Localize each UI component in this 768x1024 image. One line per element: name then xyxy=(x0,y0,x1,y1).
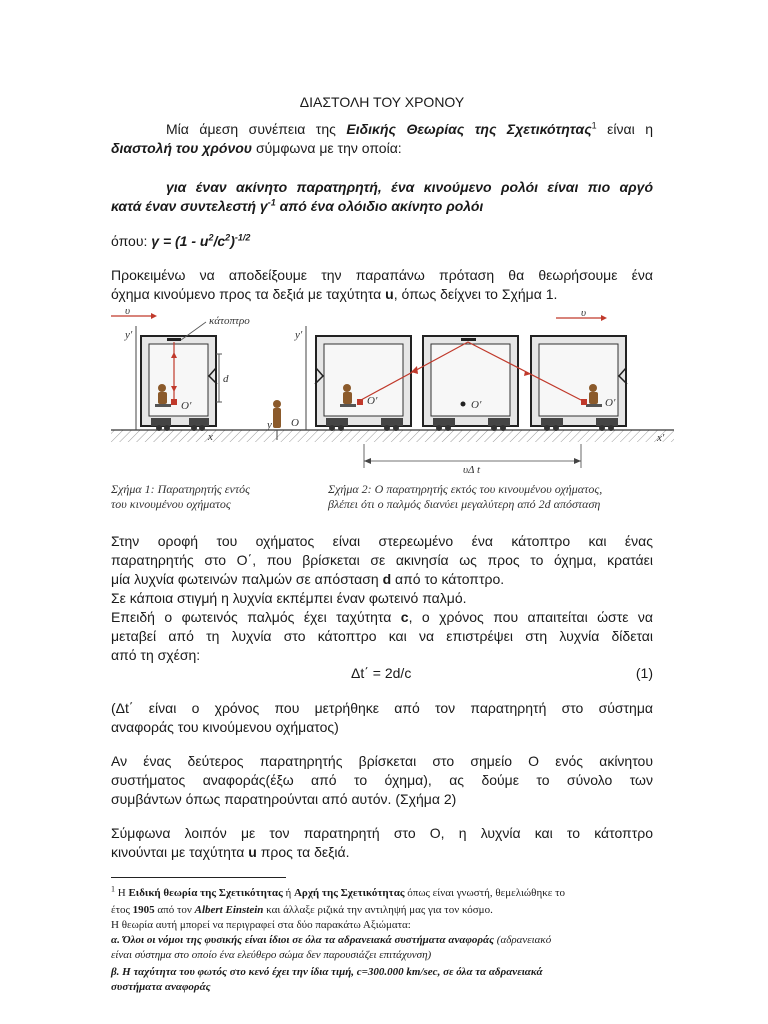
velocity-symbol: u xyxy=(248,844,257,860)
intro-text: σύμφωνα με την οποία: xyxy=(252,140,402,156)
mirror-mark xyxy=(462,338,476,341)
footnote-line-7 xyxy=(111,980,656,994)
footnote-term: Ειδική θεωρία της Σχετικότητας xyxy=(128,887,283,899)
wagon-figure-2-left xyxy=(315,336,411,431)
para4-line-3: συμβάντων όπως παρατηρούνται από αυτόν. (Σχήμα 2) xyxy=(111,791,457,807)
intro-line-1 xyxy=(111,120,653,139)
para-text: , όπως δείχνει το Σχήμα 1. xyxy=(393,286,558,302)
axiom-a: α. Όλοι οι νόμοι της φυσικής είναι ίδιοι σε όλα τα αδρανειακά συστήματα αναφοράς xyxy=(111,934,495,946)
label-mirror: κάτοπτρο xyxy=(209,315,250,327)
formula-part: ) xyxy=(230,233,235,249)
footnote-line-2 xyxy=(111,903,656,917)
footnote-text: από τον xyxy=(154,904,195,916)
footnote-line-4 xyxy=(111,933,656,947)
footnote-line-6 xyxy=(111,965,656,979)
label-d: d xyxy=(223,373,229,385)
page-title: ΔΙΑΣΤΟΛΗ ΤΟΥ ΧΡΟΝΟΥ xyxy=(299,94,465,110)
para-text: από το κάτοπτρο. xyxy=(391,571,505,587)
para-text: , ο χρόνος που απαιτείται ώστε να xyxy=(408,609,653,625)
footnote-line-3: Η θεωρία αυτή μπορεί να περιγραφεί στα δύο παρακάτω Αξιώματα: xyxy=(111,919,411,931)
formula-part: /c xyxy=(213,233,226,249)
para2-line-3 xyxy=(111,570,653,589)
equation-number: (1) xyxy=(635,665,653,681)
label-x-prime: x′ xyxy=(657,432,665,444)
intro-line-2 xyxy=(111,139,653,158)
para2-line-7: από τη σχέση: xyxy=(111,647,201,663)
para5-line-2 xyxy=(111,843,653,862)
dilation-term: διαστολή του χρόνου xyxy=(111,140,253,156)
caption-line: βλέπει ότι ο παλμός διανύει μεγαλύτερη από 2d απόσταση xyxy=(328,497,601,511)
caption-line: του κινουμένου οχήματος xyxy=(111,497,231,511)
footnote-separator xyxy=(111,877,286,878)
theory-term: Ειδικής Θεωρίας της Σχετικότητας xyxy=(346,121,592,137)
footnote-line-1 xyxy=(111,886,656,900)
para-text: προς τα δεξιά. xyxy=(256,844,350,860)
intro-text: είναι η xyxy=(596,121,654,137)
label-o-prime-left: O′ xyxy=(367,395,378,407)
para2-line-5 xyxy=(111,608,653,627)
para4-line-2: συστήματος αναφοράς(έξω από το όχημα), ας δούμε το σύνολο των xyxy=(111,772,653,788)
footnote-text: Η xyxy=(115,887,129,899)
footnote-year: 1905 xyxy=(132,904,155,916)
footnote-text: (αδρανειακό xyxy=(494,934,552,946)
footnote-text: ή xyxy=(282,887,294,899)
para5-line-1: Σύμφωνα λοιπόν με τον παρατηρητή στο Ο, η λυχνία και το κάτοπτρο xyxy=(111,825,653,841)
label-y-prime-fig2: y′ xyxy=(295,329,303,341)
formula-where: όπου: xyxy=(111,233,152,249)
para1-line-1: Προκειμένω να αποδείξουμε την παραπάνω πρόταση θα θεωρήσουμε ένα xyxy=(111,267,653,283)
label-o-prime-fig1: O′ xyxy=(181,400,192,412)
footnote-text: έτος xyxy=(111,904,133,916)
label-v-fig1: υ xyxy=(125,306,131,317)
footnote-term: Αρχή της Σχετικότητας xyxy=(293,887,405,899)
velocity-symbol: u xyxy=(385,286,394,302)
intro-text: Μία άμεση συνέπεια της xyxy=(166,121,347,137)
statement-text: κατά έναν συντελεστή γ xyxy=(111,198,268,214)
para3-line-1: (Δt΄ είναι ο χρόνος που μετρήθηκε από τον παρατηρητή στο σύστημα xyxy=(111,700,653,716)
para4-line-1: Αν ένας δεύτερος παρατηρητής βρίσκεται στο σημείο Ο ενός ακίνητου xyxy=(111,753,653,769)
para2-line-1: Στην οροφή του οχήματος είναι στερεωμένο ένα κάτοπτρο και ένας xyxy=(111,533,653,549)
para2-line-4: Σε κάποια στιγμή η λυχνία εκπέμπει έναν φωτεινό παλμό. xyxy=(111,590,467,606)
label-v-fig2: υ xyxy=(581,307,587,319)
footnote-text: όπως είναι γνωστή, θεμελιώθηκε το xyxy=(404,887,566,899)
label-y-fig2: y xyxy=(267,419,272,431)
caption-line: Σχήμα 1: Παρατηρητής εντός xyxy=(111,482,251,496)
statement-text: από ένα ολόιδιο ακίνητο ρολόι xyxy=(275,198,484,214)
train-light-clock-figure xyxy=(111,306,674,476)
wagon-figure-1 xyxy=(141,336,222,431)
footnote-text: και άλλαξε ριζικά την αντιληψή μας για τον κόσμο. xyxy=(263,904,493,916)
wagon-figure-2-middle xyxy=(423,336,518,431)
axiom-b: β. Η ταχύτητα του φωτός στο κενό έχει την ίδια τιμή, c=300.000 km/sec, σε όλα τα αδρανειακά xyxy=(111,966,543,978)
para2-line-6: μεταβεί από τη λυχνία στο κάτοπτρο και να επιστρέψει στη λυχνία δίδεται xyxy=(111,628,653,644)
label-o-prime-middle: O′ xyxy=(471,399,482,411)
statement-line-2 xyxy=(111,197,653,216)
para-text: Επειδή ο φωτεινός παλμός έχει ταχύτητα xyxy=(111,609,401,625)
exponent: 2 xyxy=(225,232,231,243)
footnote-line-5: είναι σύστημα στο οποίο ένα ελεύθερο σώμα δεν παρουσιάζει επιτάχυνση) xyxy=(111,949,432,961)
wagon-figure-2-right xyxy=(531,336,627,431)
statement-line-1: για έναν ακίνητο παρατηρητή, ένα κινούμενο ρολόι είναι πιο αργό xyxy=(166,179,653,195)
axiom-b-cont: συστήματα αναφοράς xyxy=(111,981,211,993)
formula-part: γ = (1 - u xyxy=(151,233,209,249)
label-x-fig1: x xyxy=(208,431,213,443)
label-o-prime-right: O′ xyxy=(605,397,616,409)
label-o: O xyxy=(291,417,299,429)
light-speed-symbol: c xyxy=(400,609,409,625)
para-text: μία λυχνία φωτεινών παλμών σε απόσταση xyxy=(111,571,383,587)
label-vdt: υΔ t xyxy=(463,464,481,476)
caption-figure-2 xyxy=(328,482,648,512)
caption-line: Σχήμα 2: Ο παρατηρητής εκτός του κινουμένου οχήματος, xyxy=(328,482,603,496)
exponent: -1/2 xyxy=(234,232,251,243)
footnote-number: 1 xyxy=(111,884,115,894)
footnote-name: Albert Einstein xyxy=(194,904,264,916)
para3-line-2: αναφοράς του κινούμενου οχήματος) xyxy=(111,719,339,735)
para-text: κινούνται με ταχύτητα xyxy=(111,844,249,860)
equation-text: Δt΄ = 2d/c xyxy=(351,665,412,681)
distance-symbol: d xyxy=(382,571,392,587)
footnote-mark[interactable]: 1 xyxy=(591,120,597,131)
formula-line xyxy=(111,232,653,251)
label-y-prime-fig1: y′ xyxy=(125,329,133,341)
exponent: -1 xyxy=(267,197,276,208)
ground-hatch xyxy=(111,430,674,442)
caption-figure-1 xyxy=(111,482,281,512)
para2-line-2: παρατηρητής στο Ο΄, που βρίσκεται σε ακινησία ως προς το όχημα, κρατάει xyxy=(111,552,653,568)
exponent: 2 xyxy=(208,232,214,243)
para1-line-2 xyxy=(111,285,653,304)
para-text: όχημα κινούμενο προς τα δεξιά με ταχύτητα xyxy=(111,286,386,302)
gamma-formula xyxy=(151,233,250,249)
